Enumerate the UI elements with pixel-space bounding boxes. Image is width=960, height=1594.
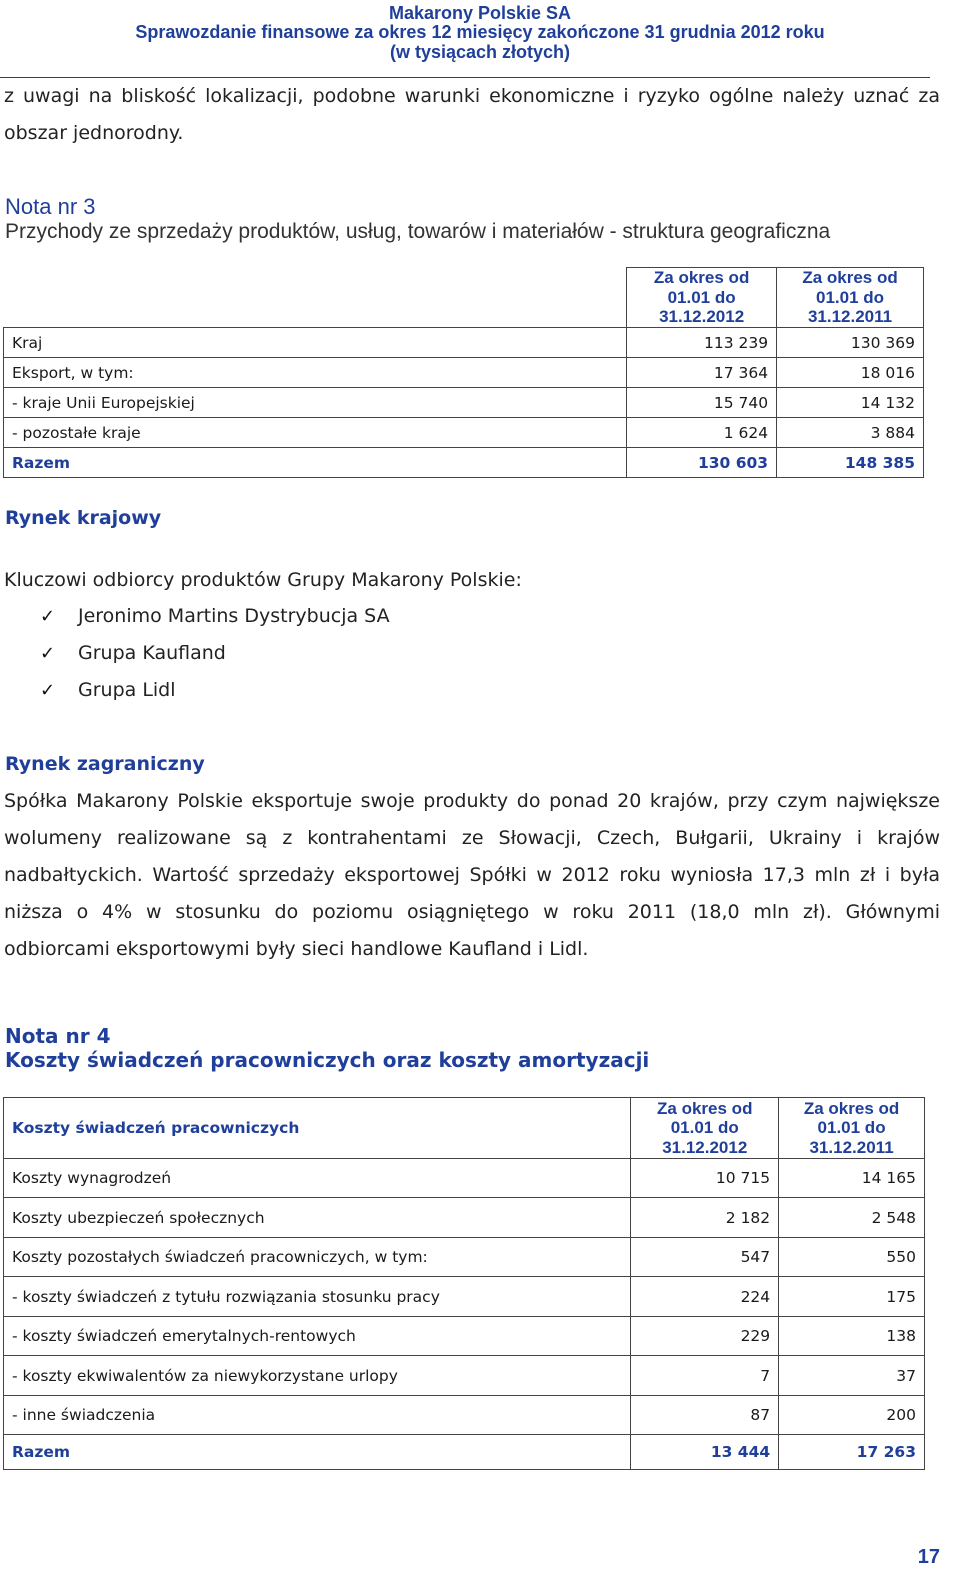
- value-2011: 14 165: [779, 1159, 925, 1198]
- table-row: [4, 1277, 925, 1317]
- list-item: [40, 598, 390, 635]
- row-label: Koszty ubezpieczeń społecznych: [4, 1198, 631, 1238]
- row-label: - koszty świadczeń emerytalnych-rentowych: [4, 1317, 631, 1356]
- value-2012: 1 624: [627, 418, 777, 448]
- value-2012: 13 444: [631, 1435, 779, 1470]
- table-row: [4, 358, 924, 388]
- geo-revenue-table: [3, 267, 924, 478]
- value-2011: 37: [779, 1356, 925, 1396]
- nota4-subtitle: Koszty świadczeń pracowniczych oraz koszty amortyzacji: [5, 1048, 650, 1072]
- nota3-subtitle: Przychody ze sprzedaży produktów, usług, towarów i materiałów - struktura geograficzna: [5, 220, 831, 243]
- row-label: - pozostałe kraje: [4, 418, 627, 448]
- value-2011: 2 548: [779, 1198, 925, 1238]
- key-customers-list: [40, 598, 390, 709]
- checkmark-icon: ✓: [40, 606, 56, 627]
- table-row: [4, 388, 924, 418]
- table-row: [4, 1198, 925, 1238]
- table-row: [4, 1159, 925, 1198]
- domestic-market-intro: Kluczowi odbiorcy produktów Grupy Makarony Polskie:: [4, 569, 522, 591]
- col-2012-header: Za okres od 01.01 do 31.12.2012: [627, 268, 777, 328]
- value-2012: 15 740: [627, 388, 777, 418]
- value-2011: 18 016: [777, 358, 924, 388]
- col-2012-header: Za okres od 01.01 do 31.12.2012: [631, 1098, 779, 1159]
- foreign-market-paragraph: Spółka Makarony Polskie eksportuje swoje produkty do ponad 20 krajów, przy czym największe wolumeny realizowane są z kontrahentami ze Słowacji, Czech, Bułgarii, Ukrainy i krajów nadbałtyckich. Wartość sprzedaży eksportowej Spółki w 2012 roku wyniosła 17,3 mln zł i była niższa o 4% w stosunku do poziomu osiągniętego w roku 2011 (18,0 mln zł). Głównymi odbiorcami eksportowymi były sieci handlowe Kaufland i Lidl.: [4, 790, 940, 960]
- list-item: [40, 635, 390, 672]
- intro-paragraph: z uwagi na bliskość lokalizacji, podobne warunki ekonomiczne i ryzyko ogólne należy uznać za obszar jednorodny.: [4, 85, 940, 144]
- value-2012: 17 364: [627, 358, 777, 388]
- table-row: [4, 328, 924, 358]
- checkmark-icon: ✓: [40, 680, 56, 701]
- value-2012: 87: [631, 1396, 779, 1435]
- value-2011: 550: [779, 1238, 925, 1277]
- table-header-row: [4, 1098, 925, 1159]
- list-item: [40, 672, 390, 709]
- row-label: Razem: [4, 448, 627, 478]
- employee-costs-table: [3, 1097, 925, 1470]
- table-row: [4, 1238, 925, 1277]
- row-label: Koszty wynagrodzeń: [4, 1159, 631, 1198]
- col-2011-header: Za okres od 01.01 do 31.12.2011: [779, 1098, 925, 1159]
- value-2012: 2 182: [631, 1198, 779, 1238]
- list-item-label: Grupa Kaufland: [78, 642, 226, 664]
- value-2011: 148 385: [777, 448, 924, 478]
- value-2011: 175: [779, 1277, 925, 1317]
- nota3-title: Nota nr 3: [5, 194, 96, 219]
- table-header-row: [4, 268, 924, 328]
- value-2012: 10 715: [631, 1159, 779, 1198]
- table-row: [4, 1317, 925, 1356]
- value-2011: 3 884: [777, 418, 924, 448]
- nota4-title: Nota nr 4: [5, 1024, 111, 1048]
- row-label: - kraje Unii Europejskiej: [4, 388, 627, 418]
- value-2011: 14 132: [777, 388, 924, 418]
- list-item-label: Grupa Lidl: [78, 679, 176, 701]
- row-label: - inne świadczenia: [4, 1396, 631, 1435]
- page-number: 17: [917, 1546, 940, 1568]
- value-2012: 130 603: [627, 448, 777, 478]
- row-label: Kraj: [4, 328, 627, 358]
- table-total-row: [4, 448, 924, 478]
- row-label: Koszty pozostałych świadczeń pracowniczych, w tym:: [4, 1238, 631, 1277]
- value-2012: 224: [631, 1277, 779, 1317]
- value-2012: 547: [631, 1238, 779, 1277]
- table-row: [4, 1356, 925, 1396]
- foreign-market-title: Rynek zagraniczny: [5, 753, 205, 775]
- report-title: Sprawozdanie finansowe za okres 12 miesięcy zakończone 31 grudnia 2012 roku: [135, 22, 825, 42]
- domestic-market-title: Rynek krajowy: [5, 507, 162, 529]
- row-label: - koszty świadczeń z tytułu rozwiązania stosunku pracy: [4, 1277, 631, 1317]
- row-label: - koszty ekwiwalentów za niewykorzystane urlopy: [4, 1356, 631, 1396]
- checkmark-icon: ✓: [40, 643, 56, 664]
- value-2011: 130 369: [777, 328, 924, 358]
- table-total-row: [4, 1435, 925, 1470]
- table-row: [4, 418, 924, 448]
- table-row: [4, 1396, 925, 1435]
- report-unit: (w tysiącach złotych): [389, 42, 571, 62]
- list-item-label: Jeronimo Martins Dystrybucja SA: [78, 605, 390, 627]
- company-name: Makarony Polskie SA: [388, 3, 572, 23]
- value-2011: 17 263: [779, 1435, 925, 1470]
- value-2012: 7: [631, 1356, 779, 1396]
- row-label: Razem: [4, 1435, 631, 1470]
- col-2011-header: Za okres od 01.01 do 31.12.2011: [777, 268, 924, 328]
- value-2011: 138: [779, 1317, 925, 1356]
- value-2012: 113 239: [627, 328, 777, 358]
- table-head-label: Koszty świadczeń pracowniczych: [4, 1098, 631, 1159]
- value-2011: 200: [779, 1396, 925, 1435]
- row-label: Eksport, w tym:: [4, 358, 627, 388]
- value-2012: 229: [631, 1317, 779, 1356]
